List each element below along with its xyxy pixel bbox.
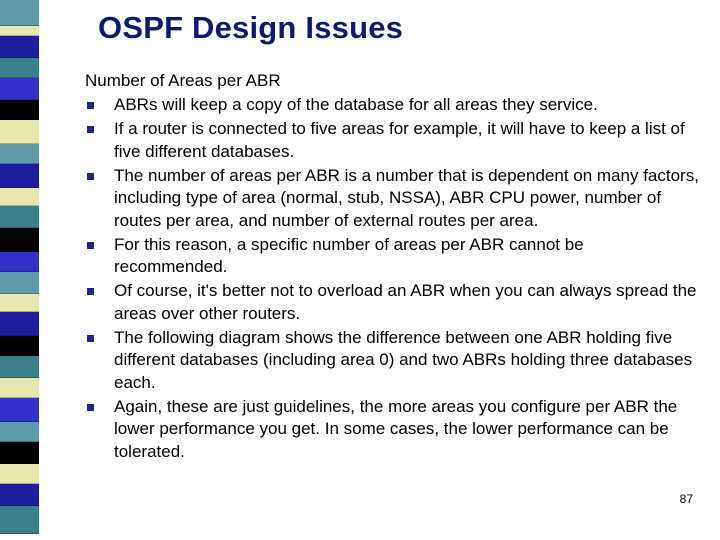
stripe-segment bbox=[0, 336, 39, 356]
stripe-segment bbox=[0, 272, 39, 294]
stripe-segment bbox=[0, 228, 39, 252]
square-bullet-icon bbox=[87, 288, 94, 295]
stripe-segment bbox=[0, 26, 39, 36]
bullet-item bbox=[85, 280, 700, 325]
stripe-segment bbox=[0, 294, 39, 312]
bullet-item bbox=[85, 94, 700, 117]
stripe-segment bbox=[0, 484, 39, 506]
bullet-text: The following diagram shows the difference between one ABR holding five different databases (including area 0) and two ABRs holding three databases each. bbox=[114, 327, 693, 392]
bullet-list bbox=[85, 94, 700, 463]
stripe-segment bbox=[0, 144, 39, 164]
slide-title: OSPF Design Issues bbox=[98, 10, 404, 45]
stripe-segment bbox=[0, 398, 39, 422]
stripe-segment bbox=[0, 506, 39, 534]
square-bullet-icon bbox=[87, 242, 94, 249]
bullet-text: ABRs will keep a copy of the database for all areas they service. bbox=[114, 95, 598, 114]
square-bullet-icon bbox=[87, 102, 94, 109]
stripe-segment bbox=[0, 0, 39, 26]
stripe-segment bbox=[0, 58, 39, 78]
stripe-segment bbox=[0, 464, 39, 484]
stripe-segment bbox=[0, 378, 39, 398]
stripe-segment bbox=[0, 188, 39, 206]
stripe-segment bbox=[0, 164, 39, 188]
page-number: 87 bbox=[679, 492, 693, 506]
bullet-item bbox=[85, 327, 700, 395]
bullet-text: The number of areas per ABR is a number that is dependent on many factors, including type of area (normal, stub, NSSA), ABR CPU power, number of routes per area, and number of external routes per area. bbox=[114, 165, 699, 230]
section-heading: Number of Areas per ABR bbox=[85, 71, 281, 90]
stripe-segment bbox=[0, 78, 39, 100]
bullet-item bbox=[85, 118, 700, 163]
bullet-text: Again, these are just guidelines, the more areas you configure per ABR the lower performance you get. In some cases, the lower performance can be tolerated. bbox=[114, 396, 678, 461]
square-bullet-icon bbox=[87, 126, 94, 133]
stripe-segment bbox=[0, 206, 39, 228]
stripe-segment bbox=[0, 442, 39, 464]
stripe-segment bbox=[0, 312, 39, 336]
stripe-segment bbox=[0, 422, 39, 442]
bullet-text: If a router is connected to five areas for example, it will have to keep a list of five different databases. bbox=[114, 119, 685, 161]
bullet-item bbox=[85, 234, 700, 279]
bullet-text: Of course, it's better not to overload an ABR when you can always spread the areas over other routers. bbox=[114, 281, 697, 323]
slide-content bbox=[85, 70, 700, 465]
bullet-item bbox=[85, 165, 700, 233]
bullet-item bbox=[85, 396, 700, 464]
stripe-segment bbox=[0, 100, 39, 120]
stripe-segment bbox=[0, 252, 39, 272]
square-bullet-icon bbox=[87, 404, 94, 411]
stripe-segment bbox=[0, 36, 39, 58]
stripe-segment bbox=[0, 120, 39, 144]
bullet-text: For this reason, a specific number of areas per ABR cannot be recommended. bbox=[114, 234, 584, 276]
square-bullet-icon bbox=[87, 335, 94, 342]
decorative-color-stripe bbox=[0, 0, 39, 540]
square-bullet-icon bbox=[87, 173, 94, 180]
stripe-segment bbox=[0, 356, 39, 378]
